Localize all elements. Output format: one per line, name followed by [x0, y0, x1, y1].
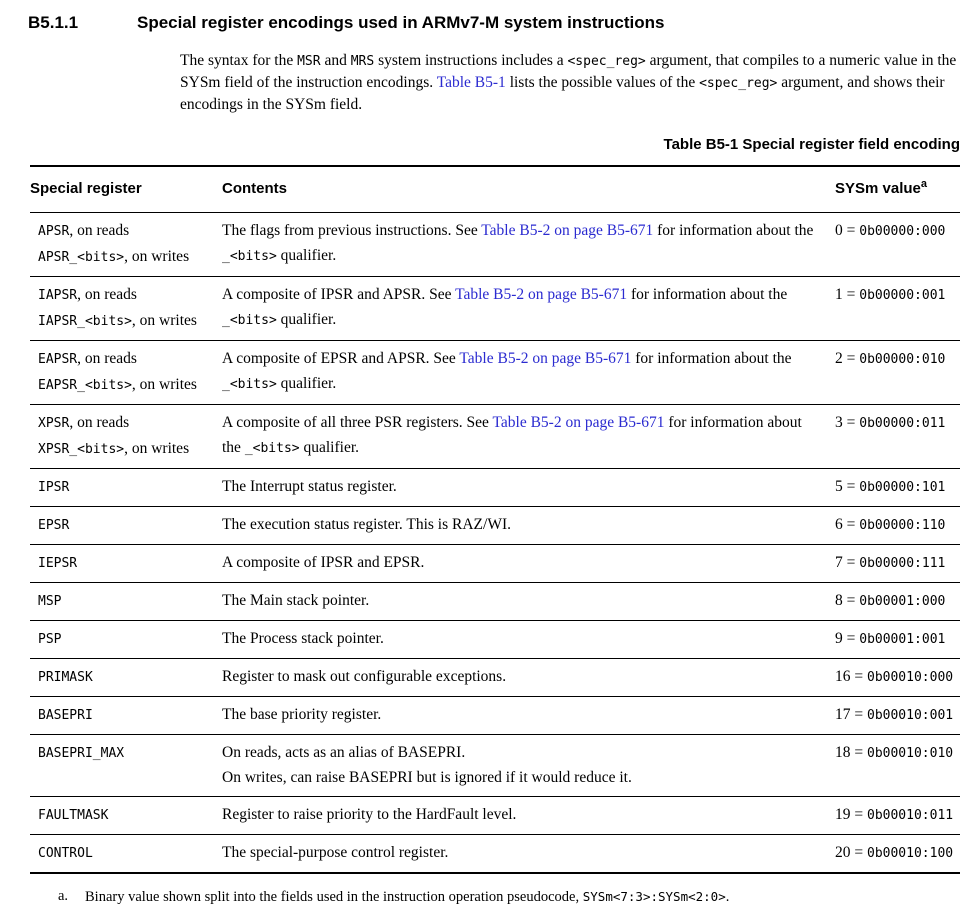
section-heading	[28, 0, 980, 33]
register-line	[38, 840, 212, 866]
monospace-run: SYSm<7:3>:SYSm<2:0>	[582, 889, 726, 904]
special-register-table	[30, 165, 960, 874]
contents-paragraph	[222, 410, 821, 461]
text-run: qualifier.	[276, 375, 337, 392]
monospace-run: _<bits>	[222, 377, 277, 392]
table-row	[30, 404, 960, 468]
table-row	[30, 696, 960, 734]
text-run: lists the possible values of the	[505, 74, 700, 91]
monospace-run: 0b00010:000	[867, 670, 954, 685]
text-run: 9 =	[835, 630, 860, 647]
register-line	[38, 436, 212, 462]
section-number: B5.1.1	[28, 13, 79, 32]
text-run: 7 =	[835, 554, 860, 571]
monospace-run: 0b00001:001	[859, 632, 946, 647]
contents-paragraph	[222, 740, 821, 765]
contents-cell	[222, 583, 835, 620]
monospace-run: 0b00000:111	[859, 556, 946, 571]
register-line	[38, 372, 212, 398]
header-special-register: Special register	[30, 180, 142, 197]
contents-paragraph	[222, 626, 821, 651]
header-contents: Contents	[222, 180, 287, 197]
text-run: , on writes	[124, 248, 190, 265]
register-cell	[30, 697, 222, 734]
monospace-run: <spec_reg>	[567, 54, 646, 69]
sysm-value-cell	[835, 835, 960, 872]
table-row	[30, 834, 960, 872]
text-run: A composite of IPSR and EPSR.	[222, 554, 425, 571]
register-cell	[30, 341, 222, 404]
text-run: for information about the	[653, 222, 814, 239]
text-run: qualifier.	[276, 311, 337, 328]
contents-cell	[222, 621, 835, 658]
contents-paragraph	[222, 765, 821, 790]
register-line	[38, 664, 212, 690]
contents-cell	[222, 507, 835, 544]
text-run: The flags from previous instructions. See	[222, 222, 482, 239]
header-sysm-label: SYSm value	[835, 180, 921, 197]
contents-cell	[222, 697, 835, 734]
monospace-run: XPSR_<bits>	[38, 442, 125, 457]
contents-cell	[222, 405, 835, 468]
contents-paragraph	[222, 588, 821, 613]
monospace-run: PSP	[38, 632, 62, 647]
footnote-text	[85, 887, 729, 907]
monospace-run: 0b00000:011	[859, 416, 946, 431]
table-caption: Table B5-1 Special register field encoding	[663, 136, 960, 153]
contents-paragraph	[222, 474, 821, 499]
contents-paragraph	[222, 512, 821, 537]
table-row	[30, 212, 960, 276]
register-cell	[30, 659, 222, 696]
text-run: The base priority register.	[222, 706, 382, 723]
register-cell	[30, 583, 222, 620]
text-run: 5 =	[835, 478, 860, 495]
monospace-run: PRIMASK	[38, 670, 93, 685]
text-run: On reads, acts as an alias of BASEPRI.	[222, 744, 466, 761]
text-run: argument, and shows their encodings in the SYSm field.	[180, 74, 945, 113]
text-run: A composite of all three PSR registers. See	[222, 414, 493, 431]
text-run: On writes, can raise BASEPRI but is ignored if it would reduce it.	[222, 769, 632, 786]
table-row	[30, 620, 960, 658]
table-row	[30, 796, 960, 834]
sysm-value-cell	[835, 697, 960, 734]
monospace-run: EAPSR_<bits>	[38, 378, 132, 393]
register-cell	[30, 469, 222, 506]
contents-cell	[222, 213, 835, 276]
register-cell	[30, 277, 222, 340]
contents-paragraph	[222, 840, 821, 865]
text-run: for information about the	[222, 414, 802, 456]
contents-cell	[222, 659, 835, 696]
text-run: and	[320, 52, 351, 69]
cross-reference-link[interactable]: Table B5-2 on page B5-671	[455, 286, 628, 303]
table-row	[30, 734, 960, 796]
text-run: , on writes	[131, 312, 197, 329]
register-cell	[30, 507, 222, 544]
register-line	[38, 588, 212, 614]
monospace-run: 0b00010:001	[867, 708, 954, 723]
text-run: , on reads	[69, 414, 130, 431]
text-run: 3 =	[835, 414, 860, 431]
sysm-value-cell	[835, 405, 960, 468]
register-cell	[30, 735, 222, 796]
register-line	[38, 702, 212, 728]
register-cell	[30, 797, 222, 834]
header-sysm-value	[835, 167, 960, 212]
table-row	[30, 340, 960, 404]
register-cell	[30, 213, 222, 276]
text-run: argument, that compiles to a numeric value in the SYSm field of the instruction encodings.	[180, 52, 957, 91]
monospace-run: BASEPRI	[38, 708, 93, 723]
register-line	[38, 740, 212, 766]
cross-reference-link[interactable]: Table B5-2 on page B5-671	[481, 222, 654, 239]
sysm-value-cell	[835, 213, 960, 276]
monospace-run: IAPSR_<bits>	[38, 314, 132, 329]
contents-paragraph	[222, 802, 821, 827]
text-run: 17 =	[835, 706, 867, 723]
monospace-run: 0b00000:010	[859, 352, 946, 367]
register-line	[38, 218, 212, 244]
monospace-run: EPSR	[38, 518, 70, 533]
text-run: Register to mask out configurable exceptions.	[222, 668, 507, 685]
intro-paragraph	[180, 50, 962, 115]
sysm-value-cell	[835, 735, 960, 796]
text-run: system instructions includes a	[374, 52, 568, 69]
register-cell	[30, 621, 222, 658]
sysm-value-cell	[835, 469, 960, 506]
monospace-run: MRS	[350, 54, 375, 69]
text-run: The execution status register. This is RAZ/WI.	[222, 516, 511, 533]
register-line	[38, 410, 212, 436]
monospace-run: IEPSR	[38, 556, 78, 571]
sysm-value-cell	[835, 341, 960, 404]
register-line	[38, 802, 212, 828]
text-run: The special-purpose control register.	[222, 844, 449, 861]
monospace-run: 0b00010:100	[867, 846, 954, 861]
contents-cell	[222, 277, 835, 340]
text-run: 8 =	[835, 592, 860, 609]
sysm-value-cell	[835, 277, 960, 340]
register-line	[38, 308, 212, 334]
monospace-run: 0b00000:110	[859, 518, 946, 533]
table-row	[30, 506, 960, 544]
footnote-marker: a.	[58, 888, 69, 904]
text-run: , on writes	[131, 376, 197, 393]
register-line	[38, 626, 212, 652]
contents-paragraph	[222, 550, 821, 575]
monospace-run: APSR_<bits>	[38, 250, 125, 265]
sysm-value-cell	[835, 545, 960, 582]
monospace-run: 0b00000:101	[859, 480, 946, 495]
footnote-reference: a	[920, 178, 928, 190]
table-row	[30, 658, 960, 696]
sysm-value-cell	[835, 583, 960, 620]
section-title: Special register encodings used in ARMv7-M system instructions	[137, 13, 665, 32]
text-run: , on writes	[124, 440, 190, 457]
text-run: qualifier.	[276, 247, 337, 264]
monospace-run: MSR	[297, 54, 321, 69]
monospace-run: 0b00000:000	[859, 224, 946, 239]
monospace-run: 0b00000:001	[859, 288, 946, 303]
monospace-run: EAPSR	[38, 352, 78, 367]
table-footnote	[58, 887, 960, 907]
cross-reference-link[interactable]: Table B5-1	[436, 74, 506, 91]
monospace-run: CONTROL	[38, 846, 93, 861]
sysm-value-cell	[835, 621, 960, 658]
text-run: for information about the	[627, 286, 788, 303]
text-run: , on reads	[77, 350, 137, 367]
monospace-run: <spec_reg>	[699, 76, 778, 91]
text-run: .	[725, 889, 730, 905]
text-run: 6 =	[835, 516, 860, 533]
register-line	[38, 244, 212, 270]
text-run: Binary value shown split into the fields used in the instruction operation pseudocode,	[85, 889, 583, 905]
text-run: The Process stack pointer.	[222, 630, 384, 647]
contents-cell	[222, 341, 835, 404]
monospace-run: FAULTMASK	[38, 808, 109, 823]
text-run: 16 =	[835, 668, 867, 685]
register-cell	[30, 545, 222, 582]
cross-reference-link[interactable]: Table B5-2 on page B5-671	[459, 350, 632, 367]
contents-cell	[222, 469, 835, 506]
sysm-value-cell	[835, 797, 960, 834]
register-line	[38, 550, 212, 576]
text-run: The Interrupt status register.	[222, 478, 397, 495]
text-run: A composite of EPSR and APSR. See	[222, 350, 460, 367]
monospace-run: 0b00010:011	[867, 808, 954, 823]
monospace-run: 0b00001:000	[859, 594, 946, 609]
contents-paragraph	[222, 702, 821, 727]
sysm-value-cell	[835, 659, 960, 696]
contents-paragraph	[222, 664, 821, 689]
text-run: A composite of IPSR and APSR. See	[222, 286, 456, 303]
text-run: 19 =	[835, 806, 867, 823]
table-row	[30, 582, 960, 620]
sysm-value-cell	[835, 507, 960, 544]
text-run: 0 =	[835, 222, 860, 239]
text-run: qualifier.	[299, 439, 360, 456]
text-run: , on reads	[69, 222, 130, 239]
table-row	[30, 468, 960, 506]
contents-paragraph	[222, 218, 821, 269]
table-header-row	[30, 167, 960, 212]
contents-cell	[222, 797, 835, 834]
text-run: 1 =	[835, 286, 860, 303]
contents-cell	[222, 735, 835, 796]
text-run: 18 =	[835, 744, 867, 761]
text-run: The Main stack pointer.	[222, 592, 370, 609]
monospace-run: IAPSR	[38, 288, 78, 303]
table-row	[30, 544, 960, 582]
register-line	[38, 282, 212, 308]
contents-cell	[222, 835, 835, 872]
register-cell	[30, 405, 222, 468]
monospace-run: BASEPRI_MAX	[38, 746, 125, 761]
monospace-run: APSR	[38, 224, 70, 239]
monospace-run: 0b00010:010	[867, 746, 954, 761]
monospace-run: _<bits>	[222, 249, 277, 264]
register-cell	[30, 835, 222, 872]
text-run: , on reads	[77, 286, 137, 303]
contents-paragraph	[222, 346, 821, 397]
monospace-run: XPSR	[38, 416, 70, 431]
contents-cell	[222, 545, 835, 582]
register-line	[38, 512, 212, 538]
monospace-run: _<bits>	[244, 441, 300, 456]
text-run: for information about the	[631, 350, 792, 367]
table-row	[30, 276, 960, 340]
cross-reference-link[interactable]: Table B5-2 on page B5-671	[492, 414, 665, 431]
register-line	[38, 346, 212, 372]
text-run: 20 =	[835, 844, 867, 861]
monospace-run: IPSR	[38, 480, 70, 495]
monospace-run: MSP	[38, 594, 62, 609]
text-run: 2 =	[835, 350, 860, 367]
text-run: Register to raise priority to the HardFault level.	[222, 806, 517, 823]
register-line	[38, 474, 212, 500]
monospace-run: _<bits>	[222, 313, 277, 328]
text-run: The syntax for the	[180, 52, 298, 69]
contents-paragraph	[222, 282, 821, 333]
